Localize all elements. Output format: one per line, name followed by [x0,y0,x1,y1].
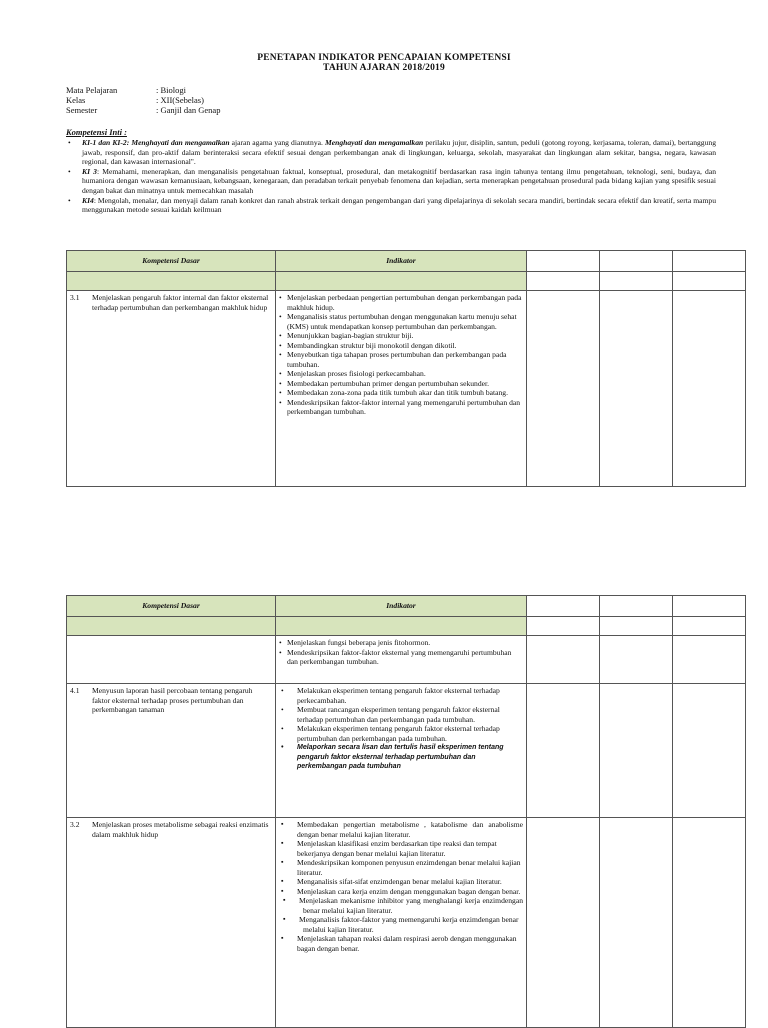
table-header-row [67,251,746,272]
list-item: ▪ Mendeskripsikan komponen penyusun enzimdengan benar melalui kajian literatur. [279,858,523,877]
empty-cell [673,291,746,487]
indicator-table-1 [66,250,746,487]
kd-cell [67,818,276,1028]
header-indikator: Indikator [276,251,527,272]
meta-row-class [66,95,220,105]
empty-cell [527,636,600,684]
empty-cell [673,818,746,1028]
ki-item-3 [66,167,716,196]
empty-cell [527,684,600,818]
table-green-row [67,272,746,291]
document-title: PENETAPAN INDIKATOR PENCAPAIAN KOMPETENSI [257,53,511,63]
meta-block [66,85,220,115]
list-item: • Mendeskripsikan faktor-faktor internal yang memengaruhi pertumbuhan dan perkembangan tumbuhan. [279,398,523,417]
ki1-text-2: perilaku jujur, disiplin, santun, peduli (gotong royong, kerjasama, toleran, damai), bertanggung jawab, responsif, dan pro-aktif dalam berinteraksi secara efektif sesuai dengan perkembangan anak di lingkungan, keluarga, sekolah, masyarakat dan lingkungan alam sekitar, bangsa, negara, kawasan regional, dan kawasan internasional". [82,138,716,167]
list-item: ▪ Membedakan pengertian metabolisme , katabolisme dan anabolisme dengan benar melalui kajian literatur. [279,820,523,839]
ki1-text-1: ajaran agama yang dianutnya. [229,138,325,147]
list-item: ▪ Menganalisis faktor-faktor yang memengaruhi kerja enzimdengan benar melalui kajian literatur. [279,915,523,934]
empty-cell [673,617,746,636]
ki1-emph-1: Menghayati dan mengamalkan [131,138,230,147]
table-row [67,291,746,487]
table-green-row [67,617,746,636]
meta-label: Mata Pelajaran [66,85,118,95]
indikator-list [279,820,523,953]
ki-item-1-2 [66,138,716,167]
table-row [67,684,746,818]
indikator-cell [276,684,527,818]
list-item: • Membedakan pertumbuhan primer dengan pertumbuhan sekunder. [279,379,523,389]
meta-label: Semester [66,105,98,115]
green-cell [276,617,527,636]
meta-value: : Ganjil dan Genap [156,105,221,115]
ki-heading: Kompetensi Inti : [66,127,127,137]
document-subtitle: TAHUN AJARAN 2018/2019 [323,63,445,73]
meta-label: Kelas [66,95,86,105]
empty-cell [673,636,746,684]
kd-text: Menjelaskan proses metabolisme sebagai reaksi enzimatis dalam makhluk hidup [92,820,269,839]
empty-cell [600,636,673,684]
ki4-text: : Mengolah, menalar, dan menyaji dalam ranah konkret dan ranah abstrak terkait dengan pengembangan dari yang dipelajarinya di sekolah secara mandiri, bertindak secara efektif dan kreatif, serta mampu menggunakan metode sesuai kaidah keilmuan [82,195,716,215]
indikator-cell [276,818,527,1028]
green-cell [67,617,276,636]
list-item: • Menganalisis status pertumbuhan dengan menggunakan kartu menuju sehat (KMS) untuk mendapatkan konsep pertumbuhan dan perkembangan. [279,312,523,331]
ki3-text: : Memahami, menerapkan, dan menganalisis pengetahuan faktual, konseptual, prosedural, dan metakognitif berdasarkan rasa ingin tahunya tentang ilmu pengetahuan, teknologi, seni, budaya, dan humaniora dengan wawasan kemanusiaan, kebangsaan, kenegaraan, dan peradaban terkait penyebab fenomena dan kejadian, serta menerapkan pengetahuan prosedural pada bidang kajian yang spesifik sesuai dengan bakat dan minatnya untuk memecahkan masalah [82,166,716,195]
list-item: • Melakukan eksperimen tentang pengaruh faktor eksternal terhadap pertumbuhan dan perkembangan pada tumbuhan. [279,724,523,743]
list-item: • Menjelaskan proses fisiologi perkecambahan. [279,369,523,379]
list-item: • Membandingkan struktur biji monokotil dengan dikotil. [279,341,523,351]
table-header-row [67,596,746,617]
header-empty-cell [527,251,600,272]
list-item: ▪ Menganalisis sifat-sifat enzimdengan benar melalui kajian literatur. [279,877,523,887]
ki1-colon: : [126,138,132,147]
empty-cell [673,272,746,291]
green-cell [67,272,276,291]
list-item: ▪ Menjelaskan mekanisme inhibitor yang menghalangi kerja enzimdengan benar melalui kajian literatur. [279,896,523,915]
kd-number: 3.2 [70,820,80,829]
meta-row-subject [66,85,220,95]
green-cell [276,272,527,291]
header-kompetensi-dasar: Kompetensi Dasar [67,251,276,272]
ki1-label: KI-1 dan KI-2 [82,138,127,147]
header-empty-cell [673,251,746,272]
empty-cell [600,291,673,487]
ki3-label: KI 3 [82,166,97,176]
meta-row-semester [66,105,220,115]
header-indikator: Indikator [276,596,527,617]
indikator-cell [276,291,527,487]
ki4-label: KI4 [82,195,94,205]
table-row [67,636,746,684]
empty-cell [600,617,673,636]
empty-cell [527,272,600,291]
empty-cell [673,684,746,818]
table-row [67,818,746,1028]
ki-item-4 [66,196,716,215]
kd-cell [67,636,276,684]
empty-cell [600,684,673,818]
meta-value: : XII(Sebelas) [156,95,204,105]
indikator-list [279,638,523,667]
header-empty-cell [673,596,746,617]
empty-cell [527,617,600,636]
empty-cell [600,818,673,1028]
list-item: ▪ Menjelaskan tahapan reaksi dalam respirasi aerob dengan menggunakan bagan dengan benar. [279,934,523,953]
list-item: • Mendeskripsikan faktor-faktor eksternal yang memengaruhi pertumbuhan dan perkembangan tumbuhan. [279,648,523,667]
kd-cell [67,291,276,487]
kd-text: Menjelaskan pengaruh faktor internal dan faktor eksternal terhadap pertumbuhan dan perkembangan makhluk hidup [92,293,269,312]
list-item: ▪ Menjelaskan cara kerja enzim dengan menggunakan bagan dengan benar. [279,887,523,897]
kd-number: 4.1 [70,686,80,695]
list-item: ▪ Menjelaskan klasifikasi enzim berdasarkan tipe reaksi dan tempat bekerjanya dengan benar melalui kajian literatur. [279,839,523,858]
kd-number: 3.1 [70,293,80,302]
empty-cell [527,291,600,487]
kd-cell [67,684,276,818]
meta-value: : Biologi [156,85,186,95]
list-item: • Melaporkan secara lisan dan tertulis hasil eksperimen tentang pengaruh faktor eksternal terhadap pertumbuhan dan perkembangan pada tumbuhan [279,743,523,772]
list-item: • Membedakan zona-zona pada titik tumbuh akar dan titik tumbuh batang. [279,388,523,398]
header-empty-cell [600,596,673,617]
indikator-cell [276,636,527,684]
ki1-emph-2: Menghayati dan mengamalkan [324,138,424,147]
header-empty-cell [600,251,673,272]
kd-text: Menyusun laporan hasil percobaan tentang pengaruh faktor eksternal terhadap proses pertumbuhan dan perkembangan tanaman [92,686,253,714]
list-item: • Melakukan eksperimen tentang pengaruh faktor eksternal terhadap perkecambahan. [279,686,523,705]
indicator-table-2 [66,595,746,1028]
list-item: • Menunjukkan bagian-bagian struktur biji. [279,331,523,341]
list-item: • Membuat rancangan eksperimen tentang pengaruh faktor eksternal terhadap pertumbuhan dan perkembangan pada tumbuhan. [279,705,523,724]
indikator-list [279,686,523,772]
empty-cell [527,818,600,1028]
empty-cell [600,272,673,291]
indikator-list [279,293,523,417]
list-item: • Menjelaskan perbedaan pengertian pertumbuhan dengan perkembangan pada makhluk hidup. [279,293,523,312]
header-empty-cell [527,596,600,617]
list-item: • Menyebutkan tiga tahapan proses pertumbuhan dan perkembangan pada tumbuhan. [279,350,523,369]
list-item: • Menjelaskan fungsi beberapa jenis fitohormon. [279,638,523,648]
header-kompetensi-dasar: Kompetensi Dasar [67,596,276,617]
ki-list [66,138,716,215]
